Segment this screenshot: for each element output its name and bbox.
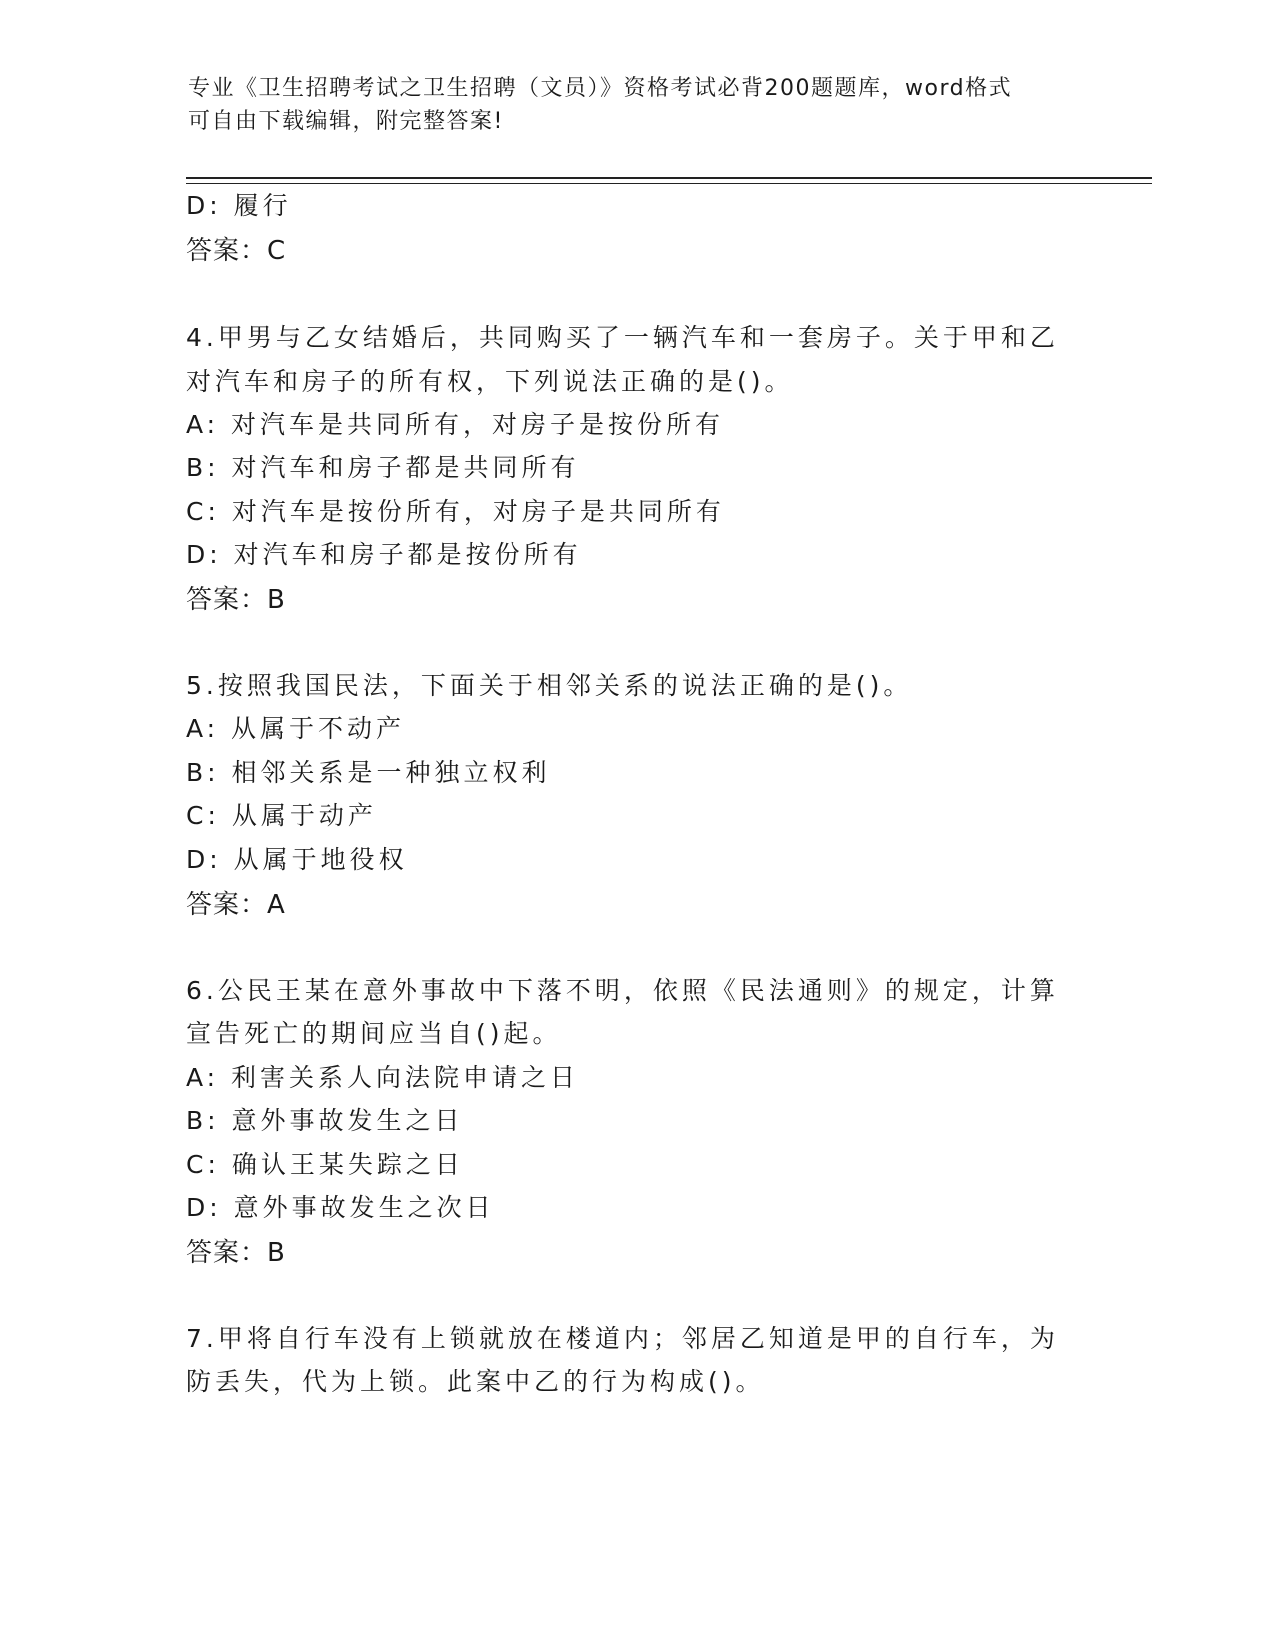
q6-option-d: D: 意外事故发生之次日 [186,1193,495,1222]
q7-stem-line1: 7.甲将自行车没有上锁就放在楼道内；邻居乙知道是甲的自行车，为 [186,1324,1059,1353]
q3-answer: 答案：C [186,236,287,266]
q4-option-c: C: 对汽车是按份所有，对房子是共同所有 [186,497,725,526]
q5-option-b: B: 相邻关系是一种独立权利 [186,758,551,787]
q5-option-d: D: 从属于地役权 [186,845,408,874]
q4-stem-line2: 对汽车和房子的所有权，下列说法正确的是()。 [186,367,794,396]
q5-stem-line1: 5.按照我国民法，下面关于相邻关系的说法正确的是()。 [186,671,913,700]
q6-answer: 答案：B [186,1238,286,1268]
q6-stem-line2: 宣告死亡的期间应当自()起。 [186,1019,562,1048]
header-title-line2: 可自由下载编辑，附完整答案! [188,109,504,134]
q4-stem-line1: 4.甲男与乙女结婚后，共同购买了一辆汽车和一套房子。关于甲和乙 [186,323,1059,352]
header-title-line1: 专业《卫生招聘考试之卫生招聘（文员）》资格考试必背200题题库，word格式 [188,76,1013,101]
q5-option-c: C: 从属于动产 [186,801,377,830]
q6-option-c: C: 确认王某失踪之日 [186,1150,464,1179]
q5-answer: 答案：A [186,890,286,920]
q6-option-a: A: 利害关系人向法院申请之日 [186,1063,580,1092]
document-header [188,72,1078,138]
q5-option-a: A: 从属于不动产 [186,714,406,743]
header-divider-thick [186,177,1152,179]
q4-option-d: D: 对汽车和房子都是按份所有 [186,540,582,569]
q4-option-a: A: 对汽车是共同所有，对房子是按份所有 [186,410,725,439]
q6-option-b: B: 意外事故发生之日 [186,1106,464,1135]
q4-option-b: B: 对汽车和房子都是共同所有 [186,453,580,482]
header-divider-thin [186,183,1152,184]
q7-stem-line2: 防丢失，代为上锁。此案中乙的行为构成()。 [186,1367,765,1396]
q4-answer: 答案：B [186,585,286,615]
q3-option-d: D: 履行 [186,191,292,220]
q6-stem-line1: 6.公民王某在意外事故中下落不明，依照《民法通则》的规定，计算 [186,976,1059,1005]
